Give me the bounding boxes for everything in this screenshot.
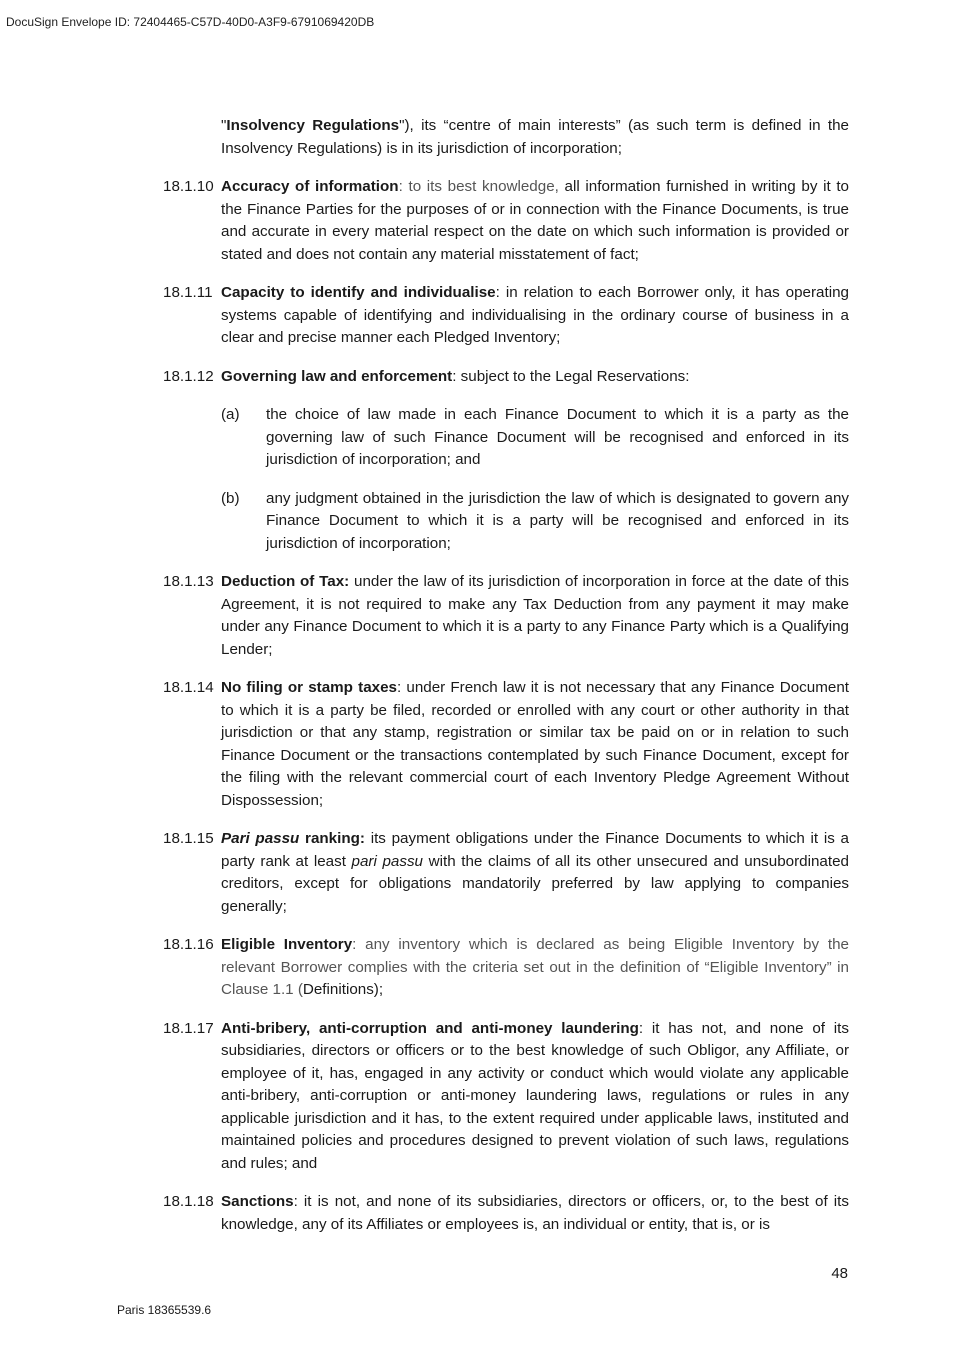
clause-heading: Capacity to identify and individualise — [221, 284, 496, 301]
document-reference: Paris 18365539.6 — [117, 1303, 212, 1317]
clause-number: 18.1.14 — [163, 679, 214, 696]
docusign-envelope-id: DocuSign Envelope ID: 72404465-C57D-40D0-A3F9-6791069420DB — [6, 15, 375, 29]
subclause-a: (a) the choice of law made in each Finance Document to which it is a party as the governing law of such Finance Document will be recognised and enforced in its jurisdiction of incorporation; and — [221, 406, 849, 468]
clause-18-1-10: 18.1.10 Accuracy of information: to its best knowledge, all information furnished in writing by it to the Finance Parties for the purposes of or in connection with the Finance Documents, is true and accurate in every material respect on the date on which such information is provided or stated and does not contain any material misstatement of fact; — [163, 178, 849, 263]
clause-18-1-13: 18.1.13 Deduction of Tax: under the law of its jurisdiction of incorporation in force at the date of this Agreement, it is not required to make any Tax Deduction from any payment it may make under any Finance Document to which it is a party to any Finance Party which is a Qualifying Lender; — [163, 573, 849, 658]
page-number: 48 — [831, 1265, 848, 1282]
clause-18-1-18: 18.1.18 Sanctions: it is not, and none of its subsidiaries, directors or officers, or, to the best of its knowledge, any of its Affiliates or employees is, an individual or entity, that is, or is — [163, 1193, 849, 1233]
intro-paragraph: "Insolvency Regulations"), its “centre of main interests” (as such term is defined in the Insolvency Regulations) is in its jurisdiction of incorporation; — [221, 117, 849, 157]
clause-number: 18.1.13 — [163, 573, 214, 590]
subclause-letter: (b) — [221, 489, 240, 507]
defined-term: Insolvency Regulations — [226, 117, 400, 134]
clause-heading: Sanctions — [221, 1193, 294, 1210]
clause-heading: Anti-bribery, anti-corruption and anti-money laundering — [221, 1019, 639, 1037]
clause-heading: Deduction of Tax: — [221, 573, 350, 590]
clause-18-1-15: 18.1.15 Pari passu ranking: its payment obligations under the Finance Documents to which it is a party rank at least pari passu with the claims of all its other unsecured and unsubordinated creditors, except for obligations mandatorily preferred by law applying to companies generally; — [163, 830, 849, 915]
clause-heading: Pari passu ranking: — [221, 830, 365, 847]
clause-heading: No filing or stamp taxes — [221, 679, 397, 696]
subclause-letter: (a) — [221, 406, 240, 423]
clause-heading: Accuracy of information — [221, 178, 399, 195]
clause-number: 18.1.10 — [163, 178, 214, 195]
clause-number: 18.1.11 — [163, 284, 213, 301]
subclause-b: (b) any judgment obtained in the jurisdiction the law of which is designated to govern any Finance Document to which it is a party will be recognised and enforced in its jurisdiction of incorporation; — [221, 489, 849, 552]
clause-18-1-11: 18.1.11 Capacity to identify and individualise: in relation to each Borrower only, it has operating systems capable of identifying and individualising in the ordinary course of business in a clear and precise manner each Pledged Inventory; — [163, 284, 849, 346]
clause-number: 18.1.16 — [163, 936, 214, 953]
clause-number: 18.1.17 — [163, 1019, 214, 1037]
clause-18-1-12: 18.1.12 Governing law and enforcement: subject to the Legal Reservations: — [163, 366, 849, 389]
document-body — [163, 115, 849, 1236]
clause-18-1-16: 18.1.16 Eligible Inventory: any inventory which is declared as being Eligible Inventory by the relevant Borrower complies with the criteria set out in the definition of “Eligible Inventory” in Clause 1.1 (Definitions); — [163, 936, 849, 998]
clause-heading: Governing law and enforcement — [221, 367, 453, 385]
clause-18-1-17: 18.1.17 Anti-bribery, anti-corruption and anti-money laundering: it has not, and none of its subsidiaries, directors or officers or to the best knowledge of such Obligor, any Affiliate, or employee of it, has, engaged in any activity or conduct which would violate any applicable anti-bribery, anti-corruption or anti-money laundering laws, regulations or rules in any applicable jurisdiction and it has, to the extent required under applicable laws, instituted and maintained policies and procedures designed to prevent violation of such laws, regulations and rules; and — [163, 1019, 849, 1172]
clause-number: 18.1.18 — [163, 1193, 214, 1210]
clause-heading: Eligible Inventory — [221, 936, 353, 953]
clause-number: 18.1.12 — [163, 367, 214, 385]
clause-number: 18.1.15 — [163, 830, 214, 847]
clause-18-1-14: 18.1.14 No filing or stamp taxes: under French law it is not necessary that any Finance Document to which it is a party be filed, recorded or enrolled with any court or other authority in that jurisdiction or that any stamp, registration or similar tax be paid on or in relation to such Finance Document or the transactions contemplated by such Finance Document, except for the filing with the relevant commercial court of each Inventory Pledge Agreement Without Dispossession; — [163, 679, 849, 809]
